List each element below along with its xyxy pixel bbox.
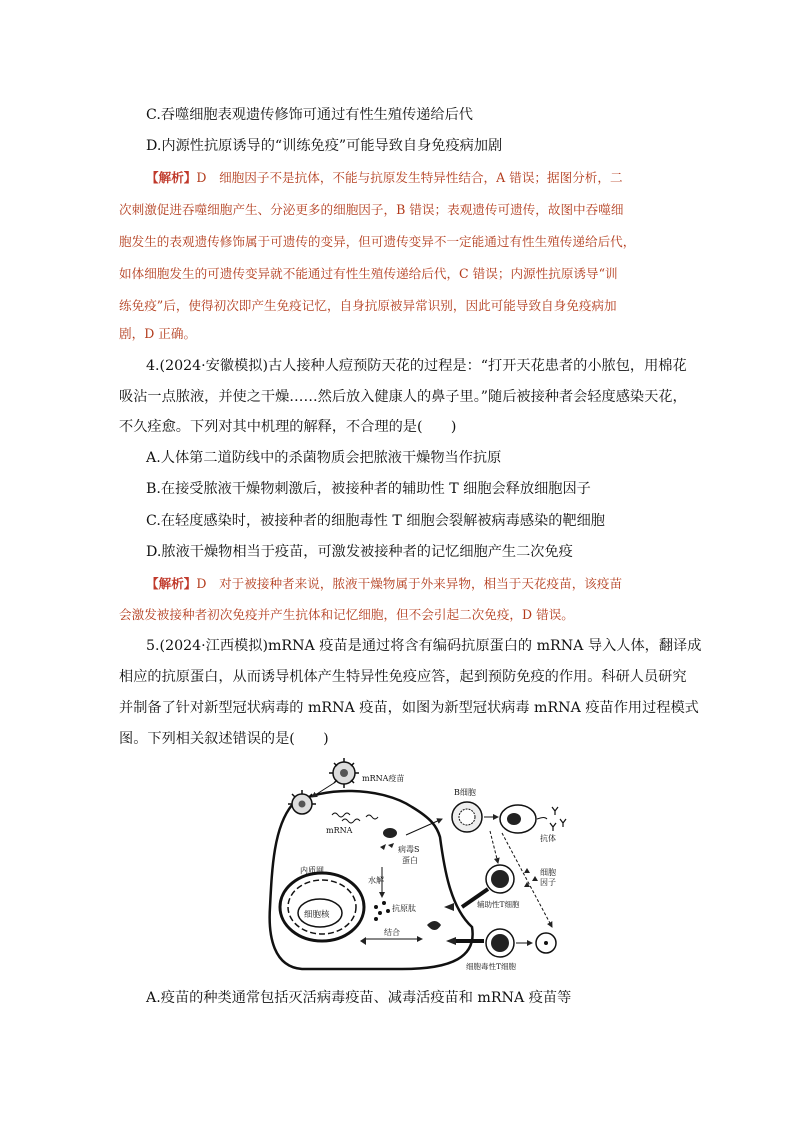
q4-stem-line-3: 不久痊愈。下列对其中机理的解释，不合理的是( ): [119, 419, 457, 435]
q5-stem-line-2: 相应的抗原蛋白，从而诱导机体产生特异性免疫应答，起到预防免疫的作用。科研人员研究: [119, 669, 687, 685]
solution-tag: 【解析】: [146, 170, 197, 185]
antibody-icon: [550, 807, 566, 831]
q4-solution-line-1: 【解析】D 对于被接种者来说，脓液干燥物属于外来异物，相当于天花疫苗，该疫苗: [146, 576, 623, 591]
q4-option-a: A.人体第二道防线中的杀菌物质会把脓液干燥物当作抗原: [146, 450, 502, 466]
q5-stem-line-4: 图。下列相关叙述错误的是( ): [119, 731, 329, 747]
q3-solution-line-3: 胞发生的表观遗传修饰属于可遗传的变异，但可遗传变异不一定能通过有性生殖传递给后代，: [119, 234, 636, 249]
q4-option-c: C.在轻度感染时，被接种者的细胞毒性 T 细胞会裂解被病毒感染的靶细胞: [146, 513, 605, 529]
q3-option-d: D.内源性抗原诱导的“训练免疫”可能导致自身免疫病加剧: [146, 138, 503, 154]
q3-solution-line-5: 练免疫”后，使得初次即产生免疫记忆，自身抗原被异常识别，因此可能导致自身免疫病加: [119, 298, 617, 313]
q3-solution-line-1: 【解析】D 细胞因子不是抗体，不能与抗原发生特异性结合，A 错误；据图分析，二: [146, 170, 623, 185]
q5-stem-line-1: 5.(2024·江西模拟)mRNA 疫苗是通过将含有编码抗原蛋白的 mRNA 导入人体，翻译成: [146, 638, 702, 654]
label-mrna: mRNA: [326, 826, 353, 835]
label-antigen-peptide: 抗原肽: [392, 904, 416, 913]
label-b-cell: B细胞: [454, 788, 476, 797]
q4-solution-line-2: 会激发被接种者初次免疫并产生抗体和记忆细胞，但不会引起二次免疫，D 错误。: [119, 607, 574, 622]
q4-option-d: D.脓液干燥物相当于疫苗，可激发被接种者的记忆细胞产生二次免疫: [146, 544, 573, 560]
q4-option-b: B.在接受脓液干燥物刺激后，被接种者的辅助性 T 细胞会释放细胞因子: [146, 481, 591, 497]
q3-solution-line-4: 如体细胞发生的可遗传变异就不能通过有性生殖传递给后代，C 错误；内源性抗原诱导“训: [119, 266, 618, 281]
label-spike-2: 蛋白: [402, 856, 418, 865]
vaccine-particle-icon: [288, 790, 316, 814]
label-hydrolysis: 水解: [368, 876, 384, 885]
label-er: 内质网: [300, 866, 324, 875]
label-cytokine: 细胞: [540, 868, 556, 877]
label-spike: 病毒S: [398, 845, 420, 854]
q3-solution-line-6: 剧，D 正确。: [119, 326, 197, 341]
label-nucleus: 细胞核: [304, 910, 330, 920]
label-cytotoxic-t: 细胞毒性T细胞: [466, 962, 517, 971]
q4-stem-line-2: 吸沾一点脓液，并使之干燥……然后放入健康人的鼻子里。”随后被接种者会轻度感染天花，: [119, 389, 687, 405]
mrna-vaccine-figure: [262, 757, 577, 973]
nucleus-icon: [280, 873, 364, 941]
label-mrna-vaccine: mRNA疫苗: [362, 774, 405, 783]
label-cytokine-2: 因子: [540, 878, 556, 887]
label-bind: 结合: [384, 928, 400, 937]
q3-option-c: C.吞噬细胞表观遗传修饰可通过有性生殖传递给后代: [146, 107, 473, 123]
q5-stem-line-3: 并制备了针对新型冠状病毒的 mRNA 疫苗，如图为新型冠状病毒 mRNA 疫苗作用过程模式: [119, 700, 699, 716]
q3-solution-line-2: 次刺激促进吞噬细胞产生、分泌更多的细胞因子，B 错误；表观遗传可遗传，故图中吞噬细: [119, 202, 624, 217]
label-helper-t: 辅助性T细胞: [477, 900, 520, 909]
q5-option-a: A.疫苗的种类通常包括灭活病毒疫苗、减毒活疫苗和 mRNA 疫苗等: [146, 990, 572, 1006]
label-antibody: 抗体: [540, 834, 556, 843]
q4-stem-line-1: 4.(2024·安徽模拟)古人接种人痘预防天花的过程是：“打开天花患者的小脓包，用棉花: [146, 358, 687, 374]
solution-tag: 【解析】: [146, 576, 197, 591]
